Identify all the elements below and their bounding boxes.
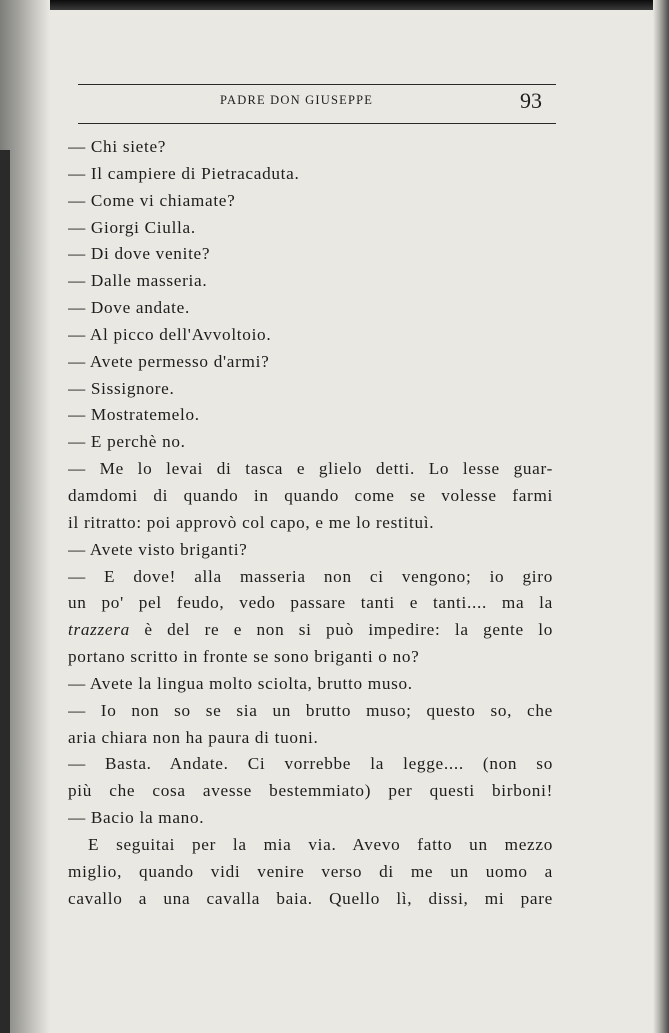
text-line: — E perchè no.: [68, 432, 186, 452]
text-line: — Mostratemelo.: [68, 405, 200, 425]
text-line: — Giorgi Ciulla.: [68, 217, 196, 237]
text-line: miglio, quando vidi venire verso di me un uomo a: [68, 861, 553, 881]
text-line: — Il campiere di Pietracaduta.: [68, 163, 300, 183]
text-line: — Al picco dell'Avvoltoio.: [68, 324, 272, 344]
text-line: — Avete visto briganti?: [68, 539, 248, 559]
text-line: — Di dove venite?: [68, 244, 211, 264]
text-line-rest: è del re e non si può impedire: la gente lo: [144, 620, 553, 640]
scan-right-shadow: [653, 0, 669, 1033]
text-line: — Basta. Andate. Ci vorrebbe la legge.... (non so: [68, 754, 553, 774]
text-line: — Dove andate.: [68, 298, 190, 318]
text-line: cavallo a una cavalla baia. Quello lì, dissi, mi pare: [68, 888, 553, 908]
text-line: — E dove! alla masseria non ci vengono; io giro: [68, 566, 553, 586]
text-line: damdomi di quando in quando come se volesse farmi: [68, 485, 553, 505]
page-number: 93: [520, 88, 542, 113]
text-line: un po' pel feudo, vedo passare tanti e tanti.... ma la: [68, 593, 553, 613]
text-line: — Io non so se sia un brutto muso; questo so, che: [68, 700, 553, 720]
running-header: [78, 84, 556, 124]
text-line: — Avete permesso d'armi?: [68, 351, 270, 371]
text-line: — Sissignore.: [68, 378, 175, 398]
text-line: — Dalle masseria.: [68, 271, 208, 291]
text-line: — Me lo levai di tasca e glielo detti. Lo lesse guar-: [68, 459, 553, 479]
text-line: aria chiara non ha paura di tuoni.: [68, 727, 319, 747]
text-line: il ritratto: poi approvò col capo, e me lo restituì.: [68, 512, 435, 532]
text-line: — Avete la lingua molto sciolta, brutto muso.: [68, 673, 413, 693]
text-line: portano scritto in fronte se sono briganti o no?: [68, 647, 420, 667]
scan-top-shadow: [0, 0, 669, 10]
scan-left-edge: [0, 150, 10, 1033]
text-line: — Chi siete?: [68, 137, 167, 156]
text-line: — Bacio la mano.: [68, 808, 205, 828]
text-line: — Come vi chiamate?: [68, 190, 236, 210]
text-line: E seguitai per la mia via. Avevo fatto un mezzo: [88, 834, 553, 854]
italic-word: trazzera: [68, 620, 130, 640]
text-line-mixed: [68, 617, 553, 644]
text-line: più che cosa avesse bestemmiato) per questi birboni!: [68, 781, 553, 801]
body-text: [68, 134, 553, 912]
running-title: PADRE DON GIUSEPPE: [220, 93, 374, 107]
